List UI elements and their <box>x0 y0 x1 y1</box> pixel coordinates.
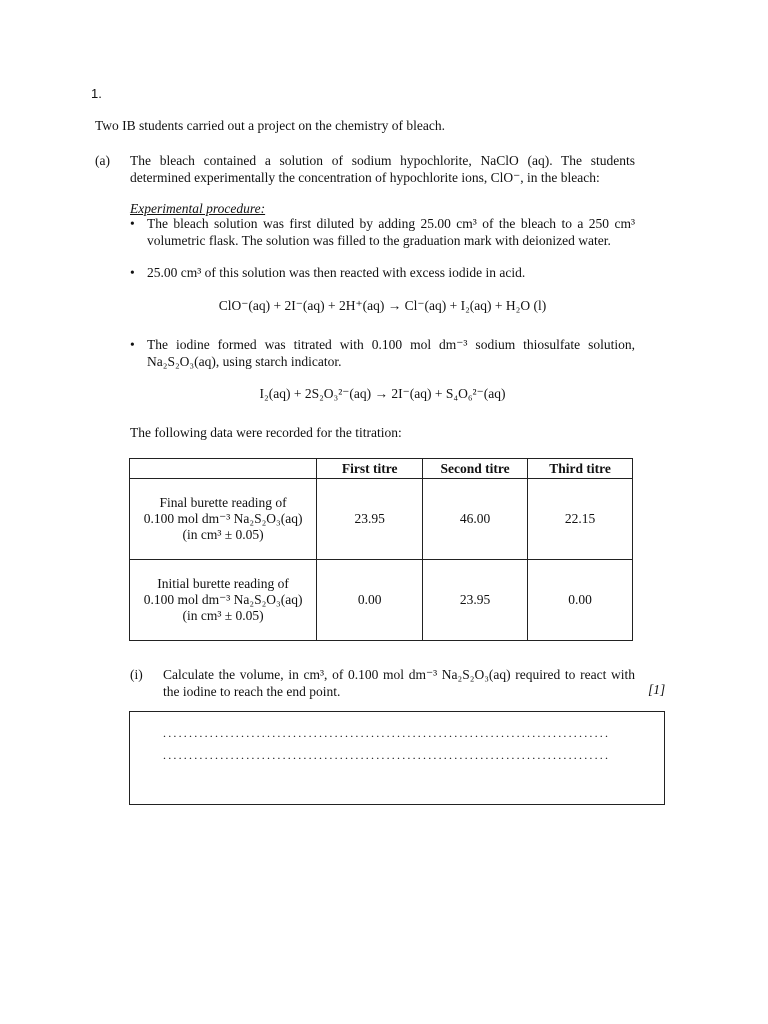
procedure-bullet-3 <box>130 336 635 370</box>
table-cell: 0.00 <box>528 560 633 641</box>
bullet-3-text: The iodine formed was titrated with 0.100 mol dm⁻³ sodium thiosulfate solution, Na₂S₂O₃(aq), using starch indicator. <box>147 337 635 369</box>
row-label-line: (in cm³ ± 0.05) <box>182 527 264 542</box>
table-header-cell: Third titre <box>528 459 633 479</box>
row-label-line: (in cm³ ± 0.05) <box>182 608 264 623</box>
marks-label: [1] <box>648 682 666 697</box>
part-a-text: The bleach contained a solution of sodium hypochlorite, NaClO (aq). The students determined experimentally the concentration of hypochlorite ions, ClO⁻, in the bleach: <box>130 153 635 185</box>
row-label <box>130 479 317 560</box>
question-number: 1. <box>91 86 102 101</box>
intro-text: Two IB students carried out a project on the chemistry of bleach. <box>95 118 445 133</box>
row-label-line: Final burette reading of <box>159 495 287 510</box>
answer-line[interactable]: ...................................................................................... <box>163 726 611 740</box>
row-label-line: Initial burette reading of <box>157 576 289 591</box>
titration-table <box>129 458 633 641</box>
table-cell: 46.00 <box>423 479 528 560</box>
procedure-bullet-1 <box>130 215 635 249</box>
part-i-label: (i) <box>130 667 143 682</box>
table-header-cell <box>130 459 317 479</box>
procedure-heading: Experimental procedure: <box>130 201 266 216</box>
table-cell: 23.95 <box>423 560 528 641</box>
table-cell: 0.00 <box>317 560 423 641</box>
bullet-dot: • <box>130 216 135 231</box>
table-row <box>130 479 633 560</box>
table-cell: 22.15 <box>528 479 633 560</box>
bullet-2-text: 25.00 cm³ of this solution was then reacted with excess iodide in acid. <box>147 265 526 280</box>
row-label-line: 0.100 mol dm⁻³ Na₂S₂O₃(aq) <box>143 511 303 526</box>
table-header-cell: First titre <box>317 459 423 479</box>
data-intro: The following data were recorded for the titration: <box>130 425 402 440</box>
equation-1: ClO⁻(aq) + 2I⁻(aq) + 2H⁺(aq) → Cl⁻(aq) + I₂(aq) + H₂O (l) <box>218 298 547 313</box>
table-header-cell: Second titre <box>423 459 528 479</box>
table-header-row <box>130 459 633 479</box>
equation-2: I₂(aq) + 2S₂O₃²⁻(aq) → 2I⁻(aq) + S₄O₆²⁻(aq) <box>259 386 506 401</box>
table-cell: 23.95 <box>317 479 423 560</box>
part-i-text: Calculate the volume, in cm³, of 0.100 mol dm⁻³ Na₂S₂O₃(aq) required to react with the iodine to reach the end point. <box>163 667 635 699</box>
row-label <box>130 560 317 641</box>
bullet-1-text: The bleach solution was first diluted by adding 25.00 cm³ of the bleach to a 250 cm³ volumetric flask. The solution was filled to the graduation mark with deionized water. <box>147 216 635 248</box>
part-a-label: (a) <box>95 153 110 168</box>
bullet-dot: • <box>130 337 135 352</box>
bullet-dot: • <box>130 265 135 280</box>
answer-line[interactable]: ...................................................................................... <box>163 748 611 762</box>
answer-box[interactable] <box>129 711 665 805</box>
procedure-bullet-2 <box>130 264 635 281</box>
row-label-line: 0.100 mol dm⁻³ Na₂S₂O₃(aq) <box>143 592 303 607</box>
table-row <box>130 560 633 641</box>
